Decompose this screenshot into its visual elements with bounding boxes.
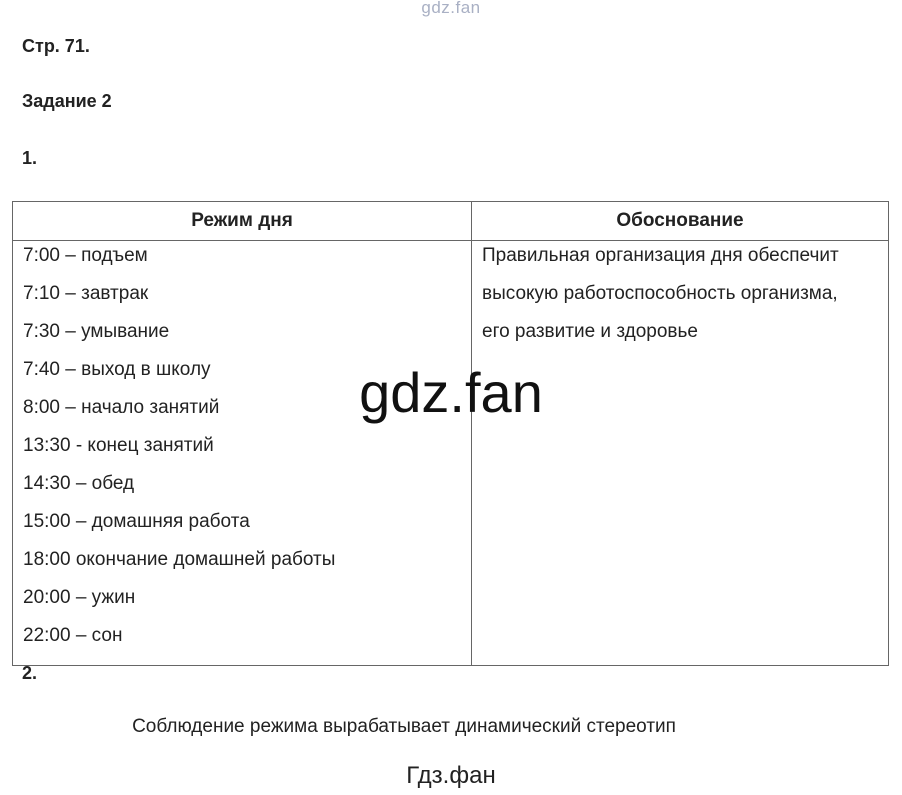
schedule-table [12, 201, 889, 666]
watermark-center: gdz.fan [359, 361, 543, 424]
justification-line: высокую работоспособность организма, [482, 283, 838, 304]
conclusion-text: Соблюдение режима вырабатывает динамический стереотип [132, 716, 676, 737]
page-reference: Стр. 71. [22, 36, 90, 56]
schedule-item: 18:00 окончание домашней работы [23, 549, 336, 570]
schedule-item: 20:00 – ужин [23, 587, 136, 608]
schedule-item: 13:30 - конец занятий [23, 435, 214, 456]
justification-line: его развитие и здоровье [482, 321, 698, 342]
schedule-item: 14:30 – обед [23, 473, 135, 494]
justification-line: Правильная организация дня обеспечит [482, 245, 839, 266]
table-header-row [13, 202, 889, 241]
schedule-item: 7:10 – завтрак [23, 283, 149, 304]
item-number-2: 2. [22, 663, 38, 683]
schedule-item: 7:00 – подъем [23, 245, 148, 266]
watermark-bottom: Гдз.фан [406, 762, 496, 789]
schedule-item: 15:00 – домашняя работа [23, 511, 250, 532]
table-row [13, 241, 889, 666]
header-daily-routine: Режим дня [13, 202, 472, 241]
header-justification: Обоснование [472, 202, 889, 241]
justification-cell [472, 241, 889, 666]
schedule-cell [13, 241, 472, 666]
schedule-item: 8:00 – начало занятий [23, 397, 220, 418]
schedule-item: 22:00 – сон [23, 625, 123, 646]
schedule-item: 7:30 – умывание [23, 321, 170, 342]
task-title: Задание 2 [22, 91, 112, 111]
watermark-top: gdz.fan [421, 0, 481, 17]
schedule-item: 7:40 – выход в школу [23, 359, 211, 380]
item-number-1: 1. [22, 148, 38, 168]
